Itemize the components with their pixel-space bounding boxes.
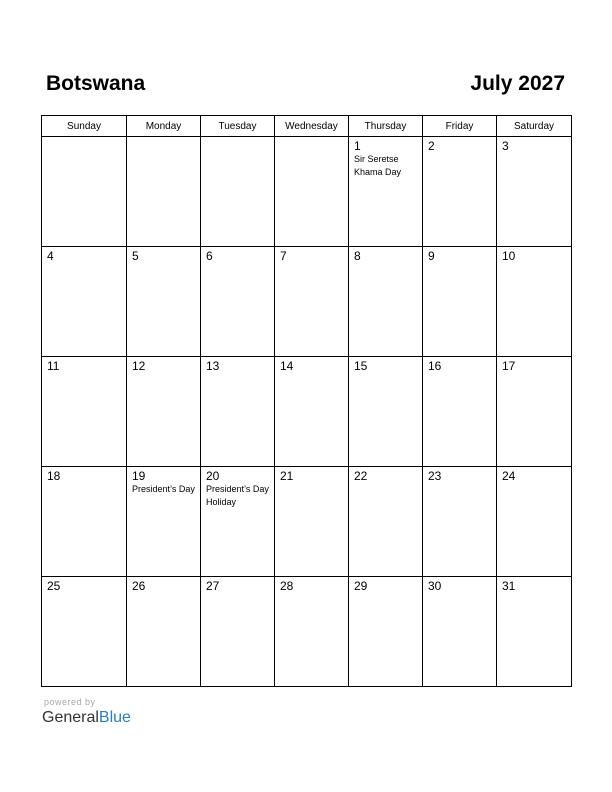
brand-logo-general: General — [42, 709, 99, 726]
day-cell — [423, 357, 497, 467]
powered-by-label: powered by — [44, 697, 96, 707]
day-cell — [127, 577, 201, 687]
day-cell — [127, 247, 201, 357]
weekday-monday: Monday — [127, 116, 201, 137]
weekday-wednesday: Wednesday — [275, 116, 349, 137]
day-cell — [497, 357, 572, 467]
day-cell — [349, 247, 423, 357]
day-number: 2 — [428, 139, 435, 153]
week-row — [42, 137, 572, 247]
day-cell — [42, 467, 127, 577]
day-cell — [275, 137, 349, 247]
day-number: 8 — [354, 249, 361, 263]
brand-logo — [42, 708, 131, 728]
weekday-tuesday: Tuesday — [201, 116, 275, 137]
day-cell — [349, 137, 423, 247]
weekday-thursday: Thursday — [349, 116, 423, 137]
day-number: 30 — [428, 579, 442, 593]
day-number: 25 — [47, 579, 61, 593]
holiday-label: President’s Day — [132, 484, 195, 494]
day-cell — [349, 467, 423, 577]
day-number: 11 — [47, 359, 60, 373]
day-cell — [201, 137, 275, 247]
brand-logo-blue: Blue — [98, 709, 131, 726]
day-cell — [42, 577, 127, 687]
day-number: 6 — [206, 249, 213, 263]
day-cell — [423, 577, 497, 687]
day-number: 14 — [280, 359, 294, 373]
day-cell — [497, 577, 572, 687]
weekday-saturday: Saturday — [497, 116, 572, 137]
week-row — [42, 357, 572, 467]
day-cell — [497, 467, 572, 577]
day-number: 18 — [47, 469, 61, 483]
day-cell — [201, 247, 275, 357]
day-cell — [201, 577, 275, 687]
weekday-friday: Friday — [423, 116, 497, 137]
day-number: 17 — [502, 359, 516, 373]
day-cell — [349, 577, 423, 687]
day-cell — [349, 357, 423, 467]
weekday-header-row — [42, 116, 572, 137]
day-cell — [201, 467, 275, 577]
day-cell — [275, 247, 349, 357]
day-number: 23 — [428, 469, 442, 483]
day-cell — [423, 467, 497, 577]
day-cell — [275, 357, 349, 467]
day-cell — [127, 467, 201, 577]
country-title: Botswana — [46, 72, 146, 95]
day-number: 15 — [354, 359, 368, 373]
day-number: 31 — [502, 579, 516, 593]
day-number: 19 — [132, 469, 146, 483]
week-row — [42, 467, 572, 577]
day-number: 9 — [428, 249, 435, 263]
day-cell — [201, 357, 275, 467]
day-cell — [127, 357, 201, 467]
month-title: July 2027 — [470, 72, 565, 95]
day-cell — [423, 137, 497, 247]
day-number: 5 — [132, 249, 139, 263]
day-cell — [42, 247, 127, 357]
day-number: 27 — [206, 579, 220, 593]
day-number: 4 — [47, 249, 54, 263]
day-number: 20 — [206, 469, 220, 483]
day-cell — [127, 137, 201, 247]
day-cell — [275, 577, 349, 687]
day-number: 22 — [354, 469, 368, 483]
week-row — [42, 247, 572, 357]
holiday-label: President’s Day Holiday — [206, 484, 269, 507]
day-number: 12 — [132, 359, 146, 373]
day-number: 28 — [280, 579, 294, 593]
day-number: 16 — [428, 359, 442, 373]
day-number: 13 — [206, 359, 220, 373]
day-cell — [497, 137, 572, 247]
day-number: 26 — [132, 579, 146, 593]
day-number: 3 — [502, 139, 509, 153]
weekday-sunday: Sunday — [42, 116, 127, 137]
calendar-body — [42, 137, 572, 687]
day-number: 29 — [354, 579, 368, 593]
day-number: 7 — [280, 249, 287, 263]
day-cell — [497, 247, 572, 357]
day-cell — [42, 137, 127, 247]
week-row — [42, 577, 572, 687]
day-number: 24 — [502, 469, 516, 483]
holiday-label: Sir Seretse Khama Day — [354, 154, 402, 177]
day-cell — [42, 357, 127, 467]
calendar-grid — [41, 115, 572, 687]
day-cell — [423, 247, 497, 357]
day-number: 21 — [280, 469, 294, 483]
day-cell — [275, 467, 349, 577]
day-number: 10 — [502, 249, 516, 263]
day-number: 1 — [354, 139, 361, 153]
footer — [42, 697, 131, 728]
